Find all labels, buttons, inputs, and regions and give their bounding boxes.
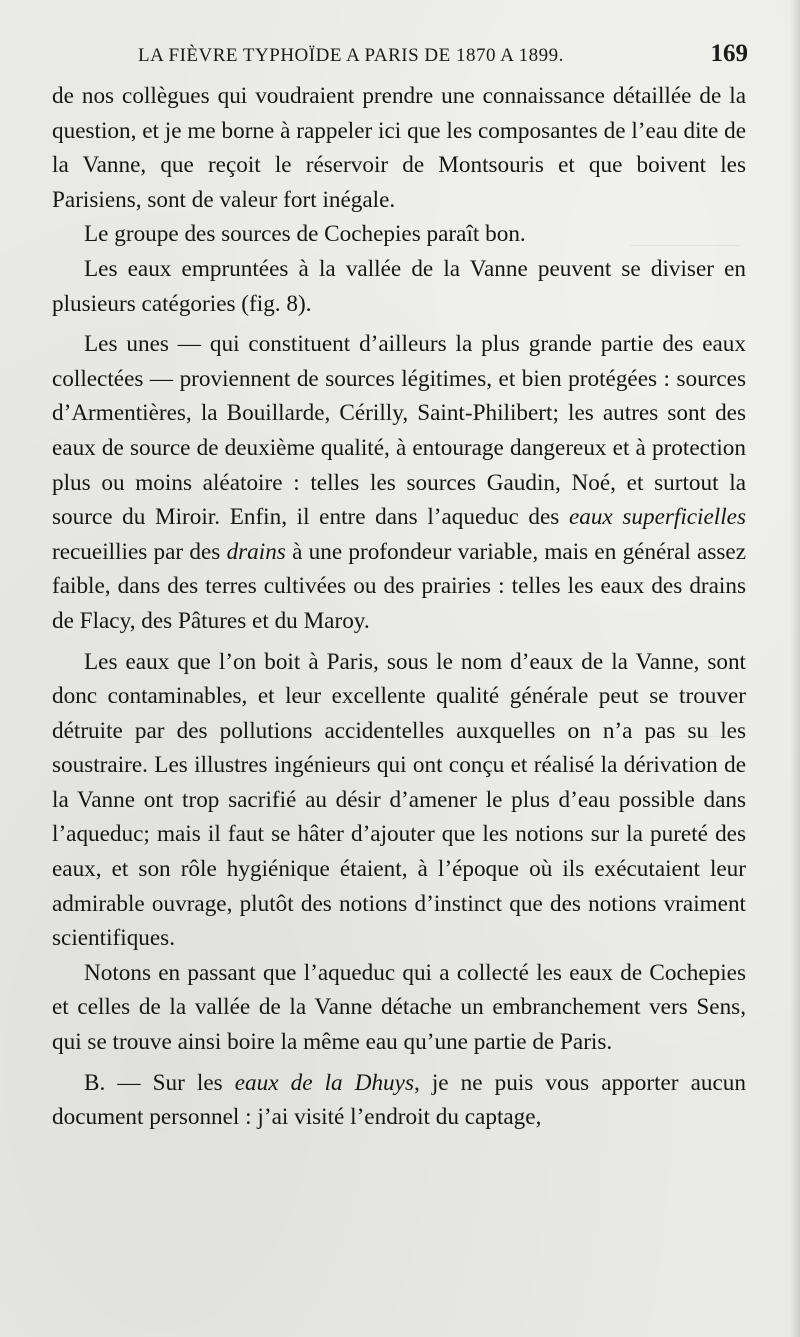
paragraph-7-part-1: B. — Sur les <box>84 1069 235 1096</box>
paragraph-5: Les eaux que l’on boit à Paris, sous le nom d’eaux de la Vanne, sont donc contaminables, et leur excellente qualité générale peut se trouver détruite par des pollutions accidentelles auxquelles on n’a pas su les soustraire. Les illustres ingénieurs qui ont conçu et réalisé la dérivation de la Vanne ont trop sacrifié au désir d’amener le plus d’eau possible dans l’aqueduc; mais il faut se hâter d’ajouter que les notions sur la pureté des eaux, et son rôle hygiénique étaient, à l’époque où ils exécutaient leur admirable ouvrage, plutôt des notions d’instinct que des notions vraiment scientifiques. <box>52 648 746 952</box>
paragraph-7-emphasis: eaux de la Dhuys <box>234 1069 414 1096</box>
paragraph-4-emphasis-1: eaux superficielles <box>568 504 746 531</box>
paragraph-4-part-3: à une profondeur variable, mais en général assez faible, dans des terres cultivées ou des prairies : telles les eaux des drains de Flacy, des Pâtures et du Maroy. <box>52 538 746 634</box>
paragraph-2: Le groupe des sources de Cochepies paraît bon. <box>84 221 526 248</box>
page-number: 169 <box>710 40 748 67</box>
paragraph-3: Les eaux empruntées à la vallée de la Vanne peuvent se diviser en plusieurs catégories (fig. 8). <box>52 255 746 317</box>
running-header <box>138 40 748 80</box>
paragraph-7-part-2: , je ne puis vous apporter aucun document personnel : j’ai visité l’endroit du captage, <box>52 1069 746 1131</box>
paragraph-1: de nos collègues qui voudraient prendre une connaissance détaillée de la question, et je me borne à rappeler ici que les composantes de l’eau dite de la Vanne, que reçoit le réservoir de Montsouris et que boivent les Parisiens, sont de valeur fort inégale. <box>52 83 746 213</box>
paragraph-7 <box>52 1066 746 1135</box>
page-edge-shadow <box>790 0 800 1337</box>
paragraph-4 <box>52 327 746 638</box>
paragraph-4-emphasis-2: drains <box>226 538 286 565</box>
running-title: LA FIÈVRE TYPHOÏDE A PARIS DE 1870 A 1899. <box>138 45 564 66</box>
body-text <box>52 79 746 1135</box>
paragraph-6: Notons en passant que l’aqueduc qui a collecté les eaux de Cochepies et celles de la vallée de la Vanne détache un embranchement vers Sens, qui se trouve ainsi boire la même eau qu’une partie de Paris. <box>52 959 746 1056</box>
paragraph-4-part-1: Les unes — qui constituent d’ailleurs la plus grande partie des eaux collectées — proviennent de sources légitimes, et bien protégées : sources d’Armentières, la Bouillarde, Cérilly, Saint-Philibert; les autres sont des eaux de source de deuxième qualité, à entourage dangereux et à protection plus ou moins aléatoire : telles les sources Gaudin, Noé, et surtout la source du Miroir. Enfin, il entre dans l’aqueduc des <box>52 331 746 531</box>
paragraph-4-part-2: recueillies par des <box>52 538 227 565</box>
